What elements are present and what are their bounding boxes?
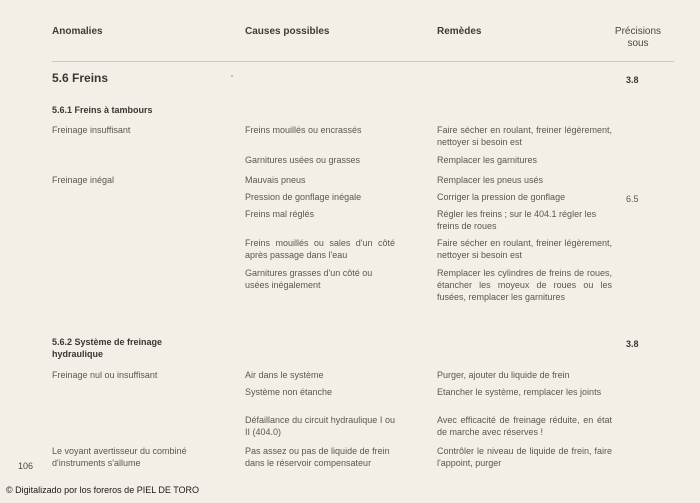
cause-cell: Garnitures usées ou grasses [245,155,361,165]
header-divider [52,61,674,62]
anomaly-cell: Freinage insuffisant [52,125,131,135]
remedy-cell: Faire sécher en roulant, freiner légèrement, nettoyer si besoin est [437,238,612,260]
remedy-cell: Contrôler le niveau de liquide de frein, faire l'appoint, purger [437,446,612,468]
cause-cell: Mauvais pneus [245,175,306,185]
remedy-cell: Remplacer les cylindres de freins de roues, étancher les moyeux de roues ou les fusées, remplacer les garnitures [437,268,612,302]
section-ref: 3.8 [626,75,639,85]
precision-ref: 6.5 [626,194,639,204]
cause-cell: Freins mouillés ou sales d'un côté après passage dans l'eau [245,238,395,260]
header-causes: Causes possibles [245,26,330,37]
cause-cell: Pas assez ou pas de liquide de frein dans le réservoir compensateur [245,446,390,468]
remedy-cell: Avec efficacité de freinage réduite, en état de marche avec réserves ! [437,415,612,437]
subsection-title-drum: 5.6.1 Freins à tambours [52,105,153,115]
subsection-ref: 3.8 [626,339,639,349]
page-number: 106 [18,461,34,471]
subsection-title-hydraulic: 5.6.2 Système de freinage hydraulique [52,337,163,359]
remedy-cell: Faire sécher en roulant, freiner légèrement, nettoyer si besoin est [437,125,612,147]
cause-cell: Freins mouillés ou encrassés [245,125,362,135]
anomaly-cell: Freinage inégal [52,175,115,185]
cause-cell: Garnitures grasses d'un côté ou usées inégalement [245,268,373,290]
footer-credit: © Digitalizado por los foreros de PIEL DE TORO [6,485,200,495]
cause-cell: Air dans le système [245,370,324,380]
remedy-cell: Remplacer les garnitures [437,155,538,165]
header-anomalies: Anomalies [52,26,103,37]
anomaly-cell: Freinage nul ou insuffisant [52,370,158,380]
cause-cell: Système non étanche [245,387,333,397]
stray-dot [231,75,233,77]
remedy-cell: Etancher le système, remplacer les joints [437,387,602,397]
section-title: 5.6 Freins [52,71,109,85]
anomaly-cell: Le voyant avertisseur du combiné d'instruments s'allume [52,446,187,468]
remedy-cell: Corriger la pression de gonflage [437,192,566,202]
remedy-cell: Purger, ajouter du liquide de frein [437,370,570,380]
header-precisions: Précisions sous [614,26,662,49]
header-remedes: Remèdes [437,26,482,37]
cause-cell: Défaillance du circuit hydraulique I ou II (404.0) [245,415,395,437]
remedy-cell: Régler les freins ; sur le 404.1 régler les freins de roues [437,209,597,231]
remedy-cell: Remplacer les pneus usés [437,175,544,185]
cause-cell: Pression de gonflage inégale [245,192,362,202]
cause-cell: Freins mal réglés [245,209,315,219]
